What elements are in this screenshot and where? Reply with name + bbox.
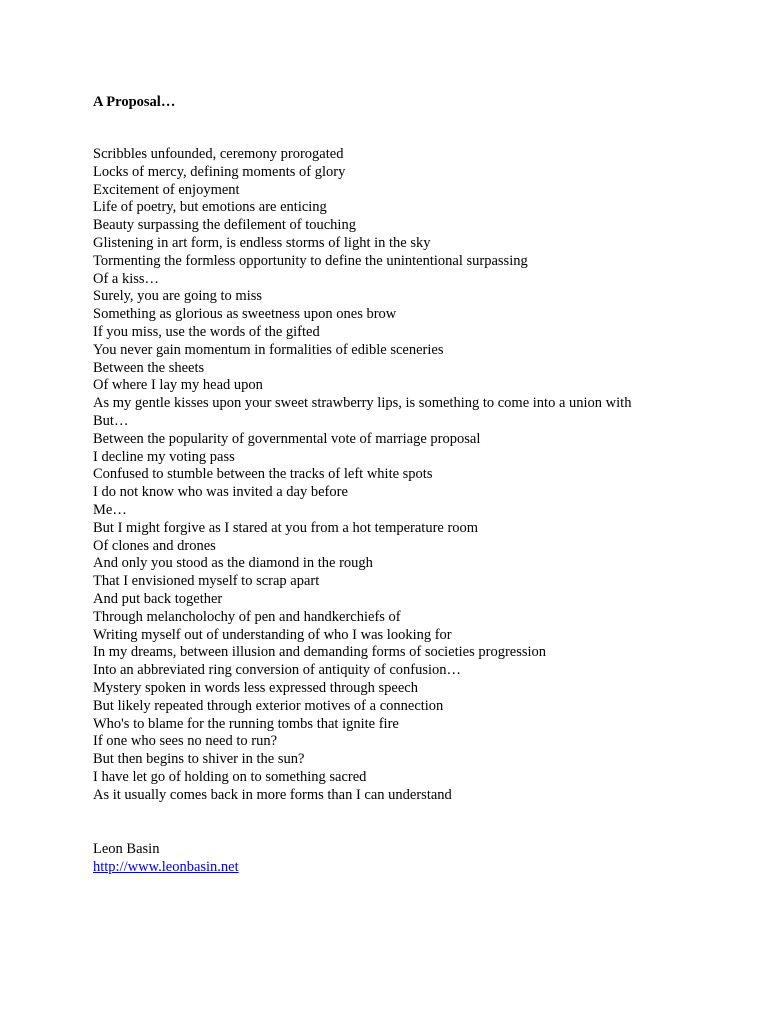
poem-line: You never gain momentum in formalities of edible sceneries: [93, 341, 444, 358]
poem-line: Between the popularity of governmental vote of marriage proposal: [93, 430, 481, 447]
poem-line: Locks of mercy, defining moments of glory: [93, 163, 346, 180]
poem-line: I decline my voting pass: [93, 448, 235, 465]
poem-line: But…: [93, 412, 129, 429]
poem-line: Life of poetry, but emotions are enticing: [93, 199, 327, 216]
poem-line: Me…: [93, 501, 127, 518]
poem-line: But then begins to shiver in the sun?: [93, 751, 305, 768]
poem-line: Of where I lay my head upon: [93, 377, 263, 394]
poem-line: Of a kiss…: [93, 270, 160, 287]
author-name: Leon Basin: [93, 841, 160, 857]
poem-line: If one who sees no need to run?: [93, 733, 278, 750]
poem-line: Surely, you are going to miss: [93, 288, 263, 305]
author-website-link[interactable]: http://www.leonbasin.net: [93, 859, 239, 875]
poem-line: And only you stood as the diamond in the rough: [93, 555, 373, 572]
poem-line: Confused to stumble between the tracks of left white spots: [93, 466, 433, 483]
poem-line: Glistening in art form, is endless storms of light in the sky: [93, 234, 431, 251]
poem-line: And put back together: [93, 590, 223, 607]
poem-line: But likely repeated through exterior motives of a connection: [93, 697, 444, 714]
poem-line: In my dreams, between illusion and demanding forms of societies progression: [93, 644, 547, 661]
poem-line: Beauty surpassing the defilement of touching: [93, 217, 356, 234]
poem-line: Into an abbreviated ring conversion of antiquity of confusion…: [93, 662, 462, 679]
signature-block: [93, 840, 239, 876]
poem-line: Scribbles unfounded, ceremony prorogated: [93, 146, 344, 162]
poem-line: As it usually comes back in more forms than I can understand: [93, 786, 452, 803]
poem-line: Writing myself out of understanding of who I was looking for: [93, 626, 452, 643]
poem-line: That I envisioned myself to scrap apart: [93, 573, 320, 590]
poem-body: [93, 146, 753, 804]
poem-line: Through melancholochy of pen and handkerchiefs of: [93, 608, 401, 625]
poem-line: If you miss, use the words of the gifted: [93, 323, 320, 340]
poem-line: I do not know who was invited a day before: [93, 484, 348, 501]
poem-line: But I might forgive as I stared at you from a hot temperature room: [93, 519, 479, 536]
poem-line: Excitement of enjoyment: [93, 181, 240, 198]
poem-line: Between the sheets: [93, 359, 205, 376]
poem-line: As my gentle kisses upon your sweet strawberry lips, is something to come into a union with: [93, 395, 632, 412]
poem-line: Of clones and drones: [93, 537, 216, 554]
poem-line: Who's to blame for the running tombs that ignite fire: [93, 715, 399, 732]
poem-line: Mystery spoken in words less expressed through speech: [93, 679, 418, 696]
poem-line: Tormenting the formless opportunity to define the unintentional surpassing: [93, 252, 528, 269]
poem-line: I have let go of holding on to something sacred: [93, 768, 367, 785]
poem-title: A Proposal…: [93, 94, 176, 110]
poem-line: Something as glorious as sweetness upon ones brow: [93, 306, 397, 323]
